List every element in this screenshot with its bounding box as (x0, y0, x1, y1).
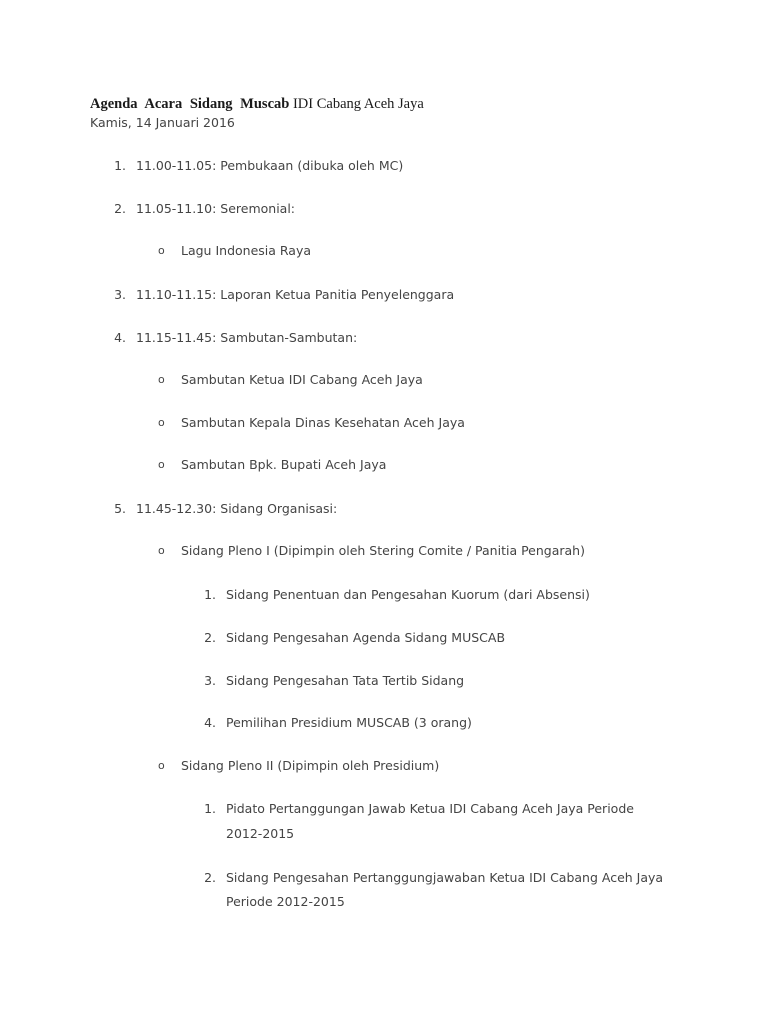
list-number: 1. (204, 587, 216, 602)
title-rest: IDI Cabang Aceh Jaya (292, 96, 424, 112)
list-number: 2. (204, 630, 216, 645)
list-number: 2. (114, 201, 126, 216)
list-number: 1. (204, 801, 216, 816)
pleno-1-step: Sidang Pengesahan Agenda Sidang MUSCAB (226, 630, 506, 645)
pleno-2-step: Sidang Pengesahan Pertanggungjawaban Ketua IDI Cabang Aceh Jaya (226, 870, 664, 885)
agenda-item-3: 11.10-11.15: Laporan Ketua Panitia Penyelenggara (136, 287, 455, 302)
pleno-1-step: Pemilihan Presidium MUSCAB (3 orang) (226, 715, 472, 730)
list-number: 5. (114, 501, 126, 516)
bullet-icon: o (158, 759, 165, 772)
list-number: 2. (204, 870, 216, 885)
bullet-icon: o (158, 458, 165, 471)
agenda-subitem: Lagu Indonesia Raya (181, 243, 312, 258)
list-number: 3. (204, 673, 216, 688)
pleno-2-step: Pidato Pertanggungan Jawab Ketua IDI Cabang Aceh Jaya Periode (226, 801, 634, 816)
agenda-subitem: Sambutan Bpk. Bupati Aceh Jaya (181, 457, 387, 472)
document-title (90, 96, 424, 113)
list-number: 3. (114, 287, 126, 302)
list-number: 1. (114, 158, 126, 173)
title-bold: Agenda Acara Sidang Muscab (90, 96, 290, 112)
agenda-subitem: Sambutan Kepala Dinas Kesehatan Aceh Jaya (181, 415, 465, 430)
agenda-subitem: Sambutan Ketua IDI Cabang Aceh Jaya (181, 372, 423, 387)
pleno-2-step-cont: 2012-2015 (226, 826, 295, 841)
list-number: 4. (114, 330, 126, 345)
pleno-2: Sidang Pleno II (Dipimpin oleh Presidium) (181, 758, 440, 773)
bullet-icon: o (158, 373, 165, 386)
agenda-item-4: 11.15-11.45: Sambutan-Sambutan: (136, 330, 358, 345)
agenda-item-2: 11.05-11.10: Seremonial: (136, 201, 296, 216)
bullet-icon: o (158, 416, 165, 429)
document-date: Kamis, 14 Januari 2016 (90, 115, 235, 130)
pleno-1-step: Sidang Penentuan dan Pengesahan Kuorum (dari Absensi) (226, 587, 590, 602)
pleno-2-step-cont: Periode 2012-2015 (226, 894, 345, 909)
bullet-icon: o (158, 544, 165, 557)
pleno-1-step: Sidang Pengesahan Tata Tertib Sidang (226, 673, 465, 688)
pleno-1: Sidang Pleno I (Dipimpin oleh Stering Comite / Panitia Pengarah) (181, 543, 585, 558)
bullet-icon: o (158, 244, 165, 257)
agenda-item-5: 11.45-12.30: Sidang Organisasi: (136, 501, 338, 516)
list-number: 4. (204, 715, 216, 730)
agenda-item-1: 11.00-11.05: Pembukaan (dibuka oleh MC) (136, 158, 404, 173)
